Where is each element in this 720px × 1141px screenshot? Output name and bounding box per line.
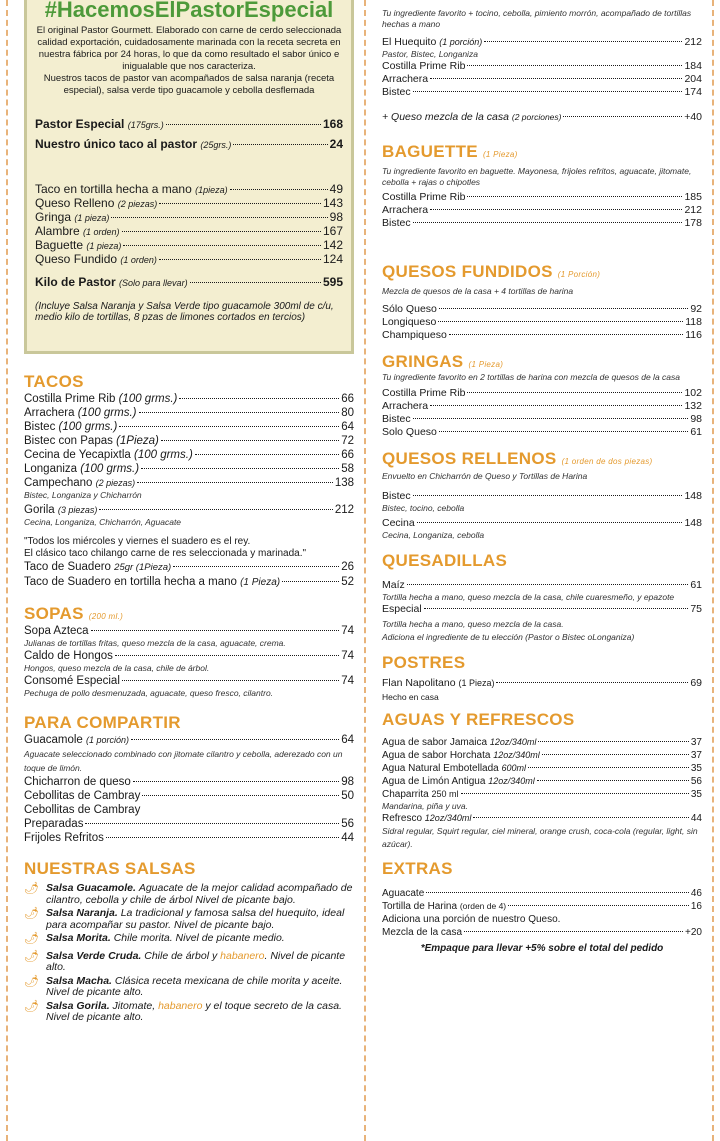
section-title-compartir: PARA COMPARTIR (24, 713, 181, 732)
salsa-item: 🌶︎ Salsa Macha. Clásica receta mexicana de chile morita y aceite. Nivel de picante alto. (24, 973, 343, 998)
menu-item[interactable]: Arrachera 132 (382, 400, 702, 412)
extras-adiciona: Adiciona una porción de nuestro Queso. (382, 914, 561, 925)
pastor-promo-box (24, 0, 354, 354)
menu-item[interactable]: Costilla Prime Rib 102 (382, 387, 702, 399)
menu-item[interactable]: Sólo Queso 92 (382, 303, 702, 315)
section-title-salsas: NUESTRAS SALSAS (24, 859, 196, 878)
section-title-rellenos: QUESOS RELLENOS (1 orden de dos piezas) (382, 449, 653, 468)
menu-item[interactable]: Agua de sabor Jamaica 12oz/340ml 37 (382, 737, 702, 748)
suadero-quote-2: El clásico taco chilango carne de res seleccionada y marinada." (24, 548, 307, 559)
menu-item-kilo[interactable]: Kilo de Pastor (Solo para llevar) 595 (35, 275, 343, 289)
item-note: Tortilla hecha a mano, queso mezcla de la casa. (382, 619, 564, 629)
item-note: Pastor, Bistec, Longaniza (382, 49, 478, 59)
menu-item[interactable]: Costilla Prime Rib 184 (382, 60, 702, 72)
item-note: Bistec, tocino, cebolla (382, 503, 465, 513)
salsa-item: 🌶︎ Salsa Morita. Chile morita. Nivel de picante medio. (24, 931, 285, 945)
flame-icon: 🌶︎ (24, 973, 40, 988)
flame-icon: 🌶︎ (24, 948, 40, 963)
section-note: Tu ingrediente favorito en baguette. Mayonesa, frijoles refritos, aguacate, jitomate, cebolla + rajas o chipotles (382, 166, 692, 187)
salsa-item: 🌶︎ Salsa Naranja. La tradicional y famosa salsa del huequito, ideal para acompañar su pastor. Nivel de picante bajo. (24, 906, 345, 931)
left-column (24, 0, 354, 1026)
menu-item[interactable]: Costilla Prime Rib (100 grms.) 66 (24, 393, 354, 405)
takeout-footer: *Empaque para llevar +5% sobre el total del pedido (420, 943, 664, 954)
section-title-quesadillas: QUESADILLAS (382, 551, 508, 570)
promo-title: #HacemosElPastorEspecial (44, 0, 334, 22)
left-border (6, 0, 8, 1141)
salsa-item: 🌶︎ Salsa Guacamole. Aguacate de la mejor calidad acompañado de cilantro, cebolla y chile de árbol Nivel de picante bajo. (24, 881, 353, 906)
kilo-note: (Incluye Salsa Naranja y Salsa Verde tipo guacamole 300ml de c/u, medio kilo de tortillas, 8 pzas de limones cortados en tercios) (35, 301, 334, 323)
menu-item[interactable]: Cebollitas de Cambray 50 (24, 790, 354, 802)
menu-item[interactable]: Arrachera (100 grms.) 80 (24, 407, 354, 419)
salsa-item: 🌶︎ Salsa Gorila. Jitomate, habanero y el toque secreto de la casa. Nivel de picante alto. (24, 998, 342, 1023)
flame-icon: 🌶︎ (24, 906, 40, 920)
menu-item[interactable]: Champiqueso 116 (382, 329, 702, 341)
menu-item[interactable]: Taco de Suadero 25gr (1Pieza) 26 (24, 561, 354, 573)
menu-item[interactable]: Agua de Limón Antigua 12oz/340ml 56 (382, 776, 702, 787)
flame-icon: 🌶︎ (24, 931, 40, 945)
section-title-aguas: AGUAS Y REFRESCOS (382, 710, 575, 729)
menu-item[interactable]: Baguette (1 pieza) 142 (35, 238, 343, 252)
right-column (382, 0, 702, 954)
menu-item[interactable]: Cecina 148 (382, 517, 702, 529)
menu-item[interactable]: Chaparrita 250 ml 35 (382, 789, 702, 800)
item-note: Julianas de tortillas fritas, queso mezcla de la casa, aguacate, crema. (24, 638, 286, 648)
menu-item[interactable]: Caldo de Hongos 74 (24, 650, 354, 662)
menu-item[interactable]: Bistec 148 (382, 490, 702, 502)
menu-item-gorila[interactable]: Gorila (3 piezas) 212 (24, 504, 354, 516)
menu-item[interactable]: Preparadas 56 (24, 818, 354, 830)
menu-item[interactable]: Mezcla de la casa +20 (382, 927, 702, 938)
item-note: Bistec, Longaniza y Chicharrón (24, 490, 142, 500)
section-title-gringas: GRINGAS (1 Pieza) (382, 352, 504, 371)
item-note: Pechuga de pollo desmenuzada, aguacate, queso fresco, cilantro. (24, 688, 274, 698)
menu-item[interactable]: Bistec (100 grms.) 64 (24, 421, 354, 433)
menu-item[interactable]: Gringa (1 pieza) 98 (35, 210, 343, 224)
menu-item[interactable]: Chicharron de queso 98 (24, 776, 354, 788)
menu-item[interactable]: Especial 75 (382, 603, 702, 615)
menu-item[interactable]: Pastor Especial (175grs.) 168 (35, 117, 343, 131)
flame-icon: 🌶︎ (24, 881, 40, 895)
right-border (712, 0, 714, 1141)
menu-item[interactable]: Guacamole (1 porción) 64 (24, 734, 354, 746)
item-note: Cecina, Longaniza, Chicharrón, Aguacate (24, 517, 182, 527)
promo-description: El original Pastor Gourmett. Elaborado con carne de cerdo seleccionada calidad exportación, cuidadosamente marinada con la receta secreta en nuestra fábrica por 24 horas, lo que da como resultado el sabor único e inigualable que nos caracteriza. (36, 25, 342, 72)
menu-item[interactable]: Bistec 98 (382, 413, 702, 425)
item-note: Mandarina, piña y uva. (382, 801, 468, 811)
section-title-baguette: BAGUETTE (1 Pieza) (382, 142, 518, 161)
menu-item[interactable]: Longaniza (100 grms.) 58 (24, 463, 354, 475)
menu-item[interactable]: Bistec 178 (382, 217, 702, 229)
menu-item[interactable]: Alambre (1 orden) 167 (35, 224, 343, 238)
salsa-item: 🌶︎ Salsa Verde Cruda. Chile de árbol y habanero. Nivel de picante alto. (24, 948, 346, 973)
item-note: Cecina, Longaniza, cebolla (382, 530, 485, 540)
menu-item-label: Cebollitas de Cambray (24, 804, 141, 816)
menu-item[interactable]: Queso Fundido (1 orden) 124 (35, 252, 343, 266)
menu-item[interactable]: Taco de Suadero en tortilla hecha a mano (1 Pieza) 52 (24, 576, 354, 588)
menu-item[interactable]: Bistec con Papas (1Pieza) 72 (24, 435, 354, 447)
item-note: Tu ingrediente favorito + tocino, cebolla, pimiento morrón, acompañado de tortillas hechas a mano (382, 8, 692, 29)
menu-item[interactable]: Refresco 12oz/340ml 44 (382, 813, 702, 824)
item-note: Sidral regular, Squirt regular, ciel mineral, orange crush, coca-cola (regular, light, sin azúcar). (382, 826, 698, 849)
menu-item[interactable]: Queso Relleno (2 piezas) 143 (35, 196, 343, 210)
menu-item[interactable]: El Huequito (1 porción) 212 (382, 36, 702, 48)
section-title-tacos: TACOS (24, 372, 84, 391)
column-divider (364, 0, 366, 1141)
item-note: Adiciona el ingrediente de tu elección (Pastor o Bistec oLonganiza) (382, 632, 635, 642)
item-note: Hongos, queso mezcla de la casa, chile de árbol. (24, 663, 210, 673)
menu-item[interactable]: Consomé Especial 74 (24, 675, 354, 687)
promo-description-2: Nuestros tacos de pastor van acompañados de salsa naranja (receta especial), salsa verde tipo guacamole y cebolla desflemada (43, 73, 335, 96)
section-note: Envuelto en Chicharrón de Queso y Tortillas de Harina (382, 471, 588, 481)
menu-item[interactable]: Campechano (2 piezas) 138 (24, 477, 354, 489)
menu-item[interactable]: Bistec 174 (382, 86, 702, 98)
item-note: Tortilla hecha a mano, queso mezcla de la casa, chile cuaresmeño, y epazote (382, 592, 675, 602)
flame-icon: 🌶︎ (24, 998, 40, 1013)
section-note: Mezcla de quesos de la casa + 4 tortillas de harina (382, 286, 574, 296)
menu-item[interactable]: Maíz 61 (382, 579, 702, 591)
menu-item[interactable]: Arrachera 212 (382, 204, 702, 216)
menu-item[interactable]: Sopa Azteca 74 (24, 625, 354, 637)
menu-item[interactable]: Nuestro único taco al pastor (25grs.) 24 (35, 137, 343, 151)
section-title-postres: POSTRES (382, 653, 466, 672)
menu-item[interactable]: Frijoles Refritos 44 (24, 832, 354, 844)
section-note: Tu ingrediente favorito en 2 tortillas de harina con mezcla de quesos de la casa (382, 372, 680, 382)
menu-item[interactable]: Aguacate 46 (382, 888, 702, 899)
menu-item[interactable]: Cecina de Yecapixtla (100 grms.) 66 (24, 449, 354, 461)
menu-item-extra[interactable]: + Queso mezcla de la casa (2 porciones) +40 (382, 111, 702, 123)
menu-item[interactable]: Taco en tortilla hecha a mano (1pieza) 49 (35, 182, 343, 196)
item-note: Aguacate seleccionado combinado con jitomate cilantro y cebolla, aderezado con un toque de limón. (24, 749, 343, 773)
section-title-sopas: SOPAS (200 ml.) (24, 604, 124, 623)
suadero-quote: "Todos los miércoles y viernes el suadero es el rey. (24, 536, 251, 547)
menu-item[interactable]: Arrachera 204 (382, 73, 702, 85)
item-note: Hecho en casa (382, 692, 439, 702)
section-title-fundidos: QUESOS FUNDIDOS (1 Porción) (382, 262, 601, 281)
menu-item[interactable]: Agua Natural Embotellada 600ml 35 (382, 763, 702, 774)
menu-item[interactable]: Flan Napolitano (1 Pieza) 69 (382, 677, 702, 689)
menu-item[interactable]: Costilla Prime Rib 185 (382, 191, 702, 203)
menu-item[interactable]: Tortilla de Harina (orden de 4) 16 (382, 901, 702, 912)
menu-item[interactable]: Solo Queso 61 (382, 426, 702, 438)
menu-item[interactable]: Agua de sabor Horchata 12oz/340ml 37 (382, 750, 702, 761)
menu-item[interactable]: Longiqueso 118 (382, 316, 702, 328)
section-title-extras: EXTRAS (382, 859, 453, 878)
